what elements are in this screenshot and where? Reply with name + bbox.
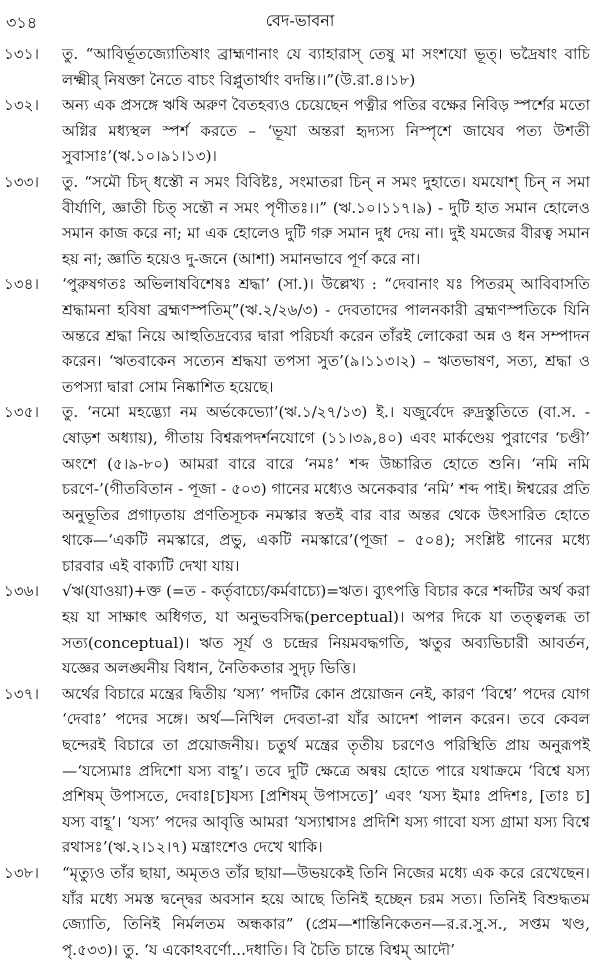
note-number: ১৩৪। bbox=[4, 275, 40, 294]
running-title: বেদ-ভাবনা bbox=[265, 11, 335, 30]
note-text: অর্থের বিচারে মন্ত্রের দ্বিতীয় ‘যস্য’ পদটির কোন প্রয়োজন নেই, কারণ ‘বিশ্বে’ পদের যোগ ‘দেবাঃ’ পদের সঙ্গে। অর্থ—নিখিল দেবতা-রা যাঁর আদেশ পালন করেন। তবে কেবল ছন্দেরই বিচারে তা প্রয়োজনীয়। চতুর্থ মন্ত্রের তৃতীয় চরণেও পরিস্থিতি প্রায় অনুরূপই—‘যস্যেমাঃ প্রদিশো যস্য বাহূ’। তবে দুটি ক্ষেত্রে অন্বয় হোতে পারে যথাক্রমে ‘বিশ্বে যস্য প্রশিষম্ উপাসতে, দেবাঃ[চ]যস্য [প্রশিষম্ উপাসতে]’ এবং ‘যস্য ইমাঃ প্রদিশঃ, [তাঃ চ] যস্য বাহূ’। ‘যস্য’ পদের আবৃত্তি আমরা ‘যস্যাশ্বাসঃ প্রদিশি যস্য গাবো যস্য গ্রামা যস্য বিশ্বে রথাসঃ’(ঋ.২।১২।৭) মন্ত্রাংশেও দেখে থাকি। bbox=[62, 684, 590, 857]
note-132 bbox=[4, 93, 590, 170]
note-text: তু. “আবির্ভূতজ্যোতিষাং ব্রাহ্মণানাং যে ব্যাহারাস্ তেষু মা সংশযো ভূত্। ভদ্রৈষাং বাচি লক্ষ্মীর্ নিষক্তা নৈতে বাচং বিপ্লুতার্থাং বদন্তি।।”(উ.রা.৪।১৮) bbox=[62, 45, 590, 89]
note-135 bbox=[4, 400, 590, 579]
note-131 bbox=[4, 42, 590, 93]
page-header bbox=[0, 0, 600, 40]
note-text: ‘পুরুষগতঃ অভিলাষবিশেষঃ শ্রদ্ধা’ (সা.)। উল্লেখ্য : “দেবানাং যঃ পিতরম্ আবিবাসতি শ্রদ্ধামনা হবিষা ব্রহ্মণস্পতিম্”(ঋ.২/২৬/৩) - দেবতাদের পালনকারী ব্রহ্মণস্পতিকে যিনি অন্তরে শ্রদ্ধা নিয়ে আহুতিদ্রব্যের দ্বারা পরিচর্যা করেন তাঁরই লোকেরা অন্ন ও ধন সম্পাদন করেন। ‘ঋতবাকেন সত্যেন শ্রদ্ধযা তপসা সুত’(৯।১১৩।২) – ঋতভাষণ, সত্য, শ্রদ্ধা ও তপস্যা দ্বারা সোম নিষ্কাশিত হয়েছে। bbox=[62, 275, 590, 396]
note-134 bbox=[4, 272, 590, 400]
note-number: ১৩২। bbox=[4, 96, 40, 115]
note-133 bbox=[4, 170, 590, 272]
note-number: ১৩১। bbox=[4, 45, 40, 63]
note-137 bbox=[4, 682, 590, 861]
note-138 bbox=[4, 861, 590, 963]
note-text: তু. “সমৌ চিদ্ ধস্তৌ ন সমং বিবিষ্টঃ, সংমাতরা চিন্ ন সমং দুহাতে। যমযোশ্ চিন্ ন সমা বীর্যাণি, জ্ঞাতী চিত্ সন্তৌ ন সমং পৃণীতঃ।।” (ঋ.১০।১১৭।৯) - দুটি হাত সমান হোলেও সমান কাজ করে না; মা এক হোলেও দুটি গরু সমান দুধ দেয় না। দুই যমজের বীরত্ব সমান হয় না; জ্ঞাতি হয়েও দু-জনে (আশা) সমানভাবে পূর্ণ করে না। bbox=[62, 172, 590, 268]
endnotes bbox=[4, 42, 590, 963]
note-text: “মৃত্যুও তাঁর ছায়া, অমৃতও তাঁর ছায়া—উভয়কেই তিনি নিজের মধ্যে এক করে রেখেছেন। যাঁর মধ্যে সমস্ত দ্বন্দ্বের অবসান হয়ে আছে তিনিই হচ্ছেন চরম সত্য। তিনিই বিশুদ্ধতম জ্যোতি, তিনিই নির্মলতম অন্ধকার” (প্রেম—শান্তিনিকেতন—র.র.সু.স., সপ্তম খণ্ড, পৃ.৫৩৩)। তু. ‘য একোঽবর্ণো...দধাতি। বি চৈতি চান্তে বিশ্বম্ আদৌ’ bbox=[62, 864, 590, 959]
note-text: তু. ‘নমো মহদ্ভ্যো নম অর্ভকেভ্যো’(ঋ.১/২৭/১৩) ই.। যজুর্বেদে রুদ্রস্তুতিতে (বা.স. - ষোড়শ অধ্যায়), গীতায় বিশ্বরূপদর্শনযোগে (১১।৩৯,৪০) এবং মার্কণ্ডেয় পুরাণের ‘চণ্ডী’ অংশে (৫।৯-৮০) আমরা বারে বারে ‘নমঃ’ শব্দ উচ্চারিত হোতে শুনি। ‘নমি নমি চরণে-’(গীতবিতান - পূজা - ৫০৩) গানের মধ্যেও অনেকবার ‘নমি’ শব্দ পাই। ঈশ্বরের প্রতি অনুভূতির প্রগাঢ়তায় প্রণতিসূচক নমস্কার স্বতই বার বার অন্তর থেকে উৎসারিত হোতে থাকে—‘একটি নমস্কারে, প্রভু, একটি নমস্কারে’(পূজা – ৫০৪); সংশ্লিষ্ট গানের মধ্যে চারবার এই বাক্যটি দেখা যায়। bbox=[62, 403, 590, 575]
note-number: ১৩৩। bbox=[4, 172, 40, 191]
note-text: অন্য এক প্রসঙ্গে ঋষি অরুণ বৈতহব্যও চেয়েছেন পত্নীর পতির বক্ষের নিবিড় স্পর্শের মতো অগ্নির মধ্যস্থল স্পর্শ করতে – ‘ভূযা অন্তরা হৃদ্যস্য নিস্পৃশে জাযেব পত্য উশতী সুবাসাঃ’(ঋ.১০।৯১।১৩)। bbox=[62, 96, 590, 166]
page-number: ৩১৪ bbox=[6, 13, 38, 32]
note-number: ১৩৮। bbox=[4, 864, 40, 882]
note-136 bbox=[4, 579, 590, 681]
note-number: ১৩৫। bbox=[4, 403, 40, 422]
note-number: ১৩৬। bbox=[4, 582, 40, 601]
note-text: √ঋ(যাওয়া)+ক্ত (=ত - কর্তৃবাচ্যে/কর্মবাচ্যে)=ঋত। ব্যুৎপত্তি বিচার করে শব্দটির অর্থ করা হয় যা সাক্ষাৎ অধিগত, যা অনুভবসিদ্ধ(perceptual)। অপর দিকে যা তত্ত্বলব্ধ তা সত্য(conceptual)। ঋত সূর্য ও চন্দ্রের নিয়মবদ্ধগতি, ঋতুর অব্যভিচারী আবর্তন, যজ্ঞের অলঙ্ঘনীয় বিধান, নৈতিকতার সুদৃঢ় ভিত্তি। bbox=[62, 582, 590, 678]
note-number: ১৩৭। bbox=[4, 684, 40, 703]
